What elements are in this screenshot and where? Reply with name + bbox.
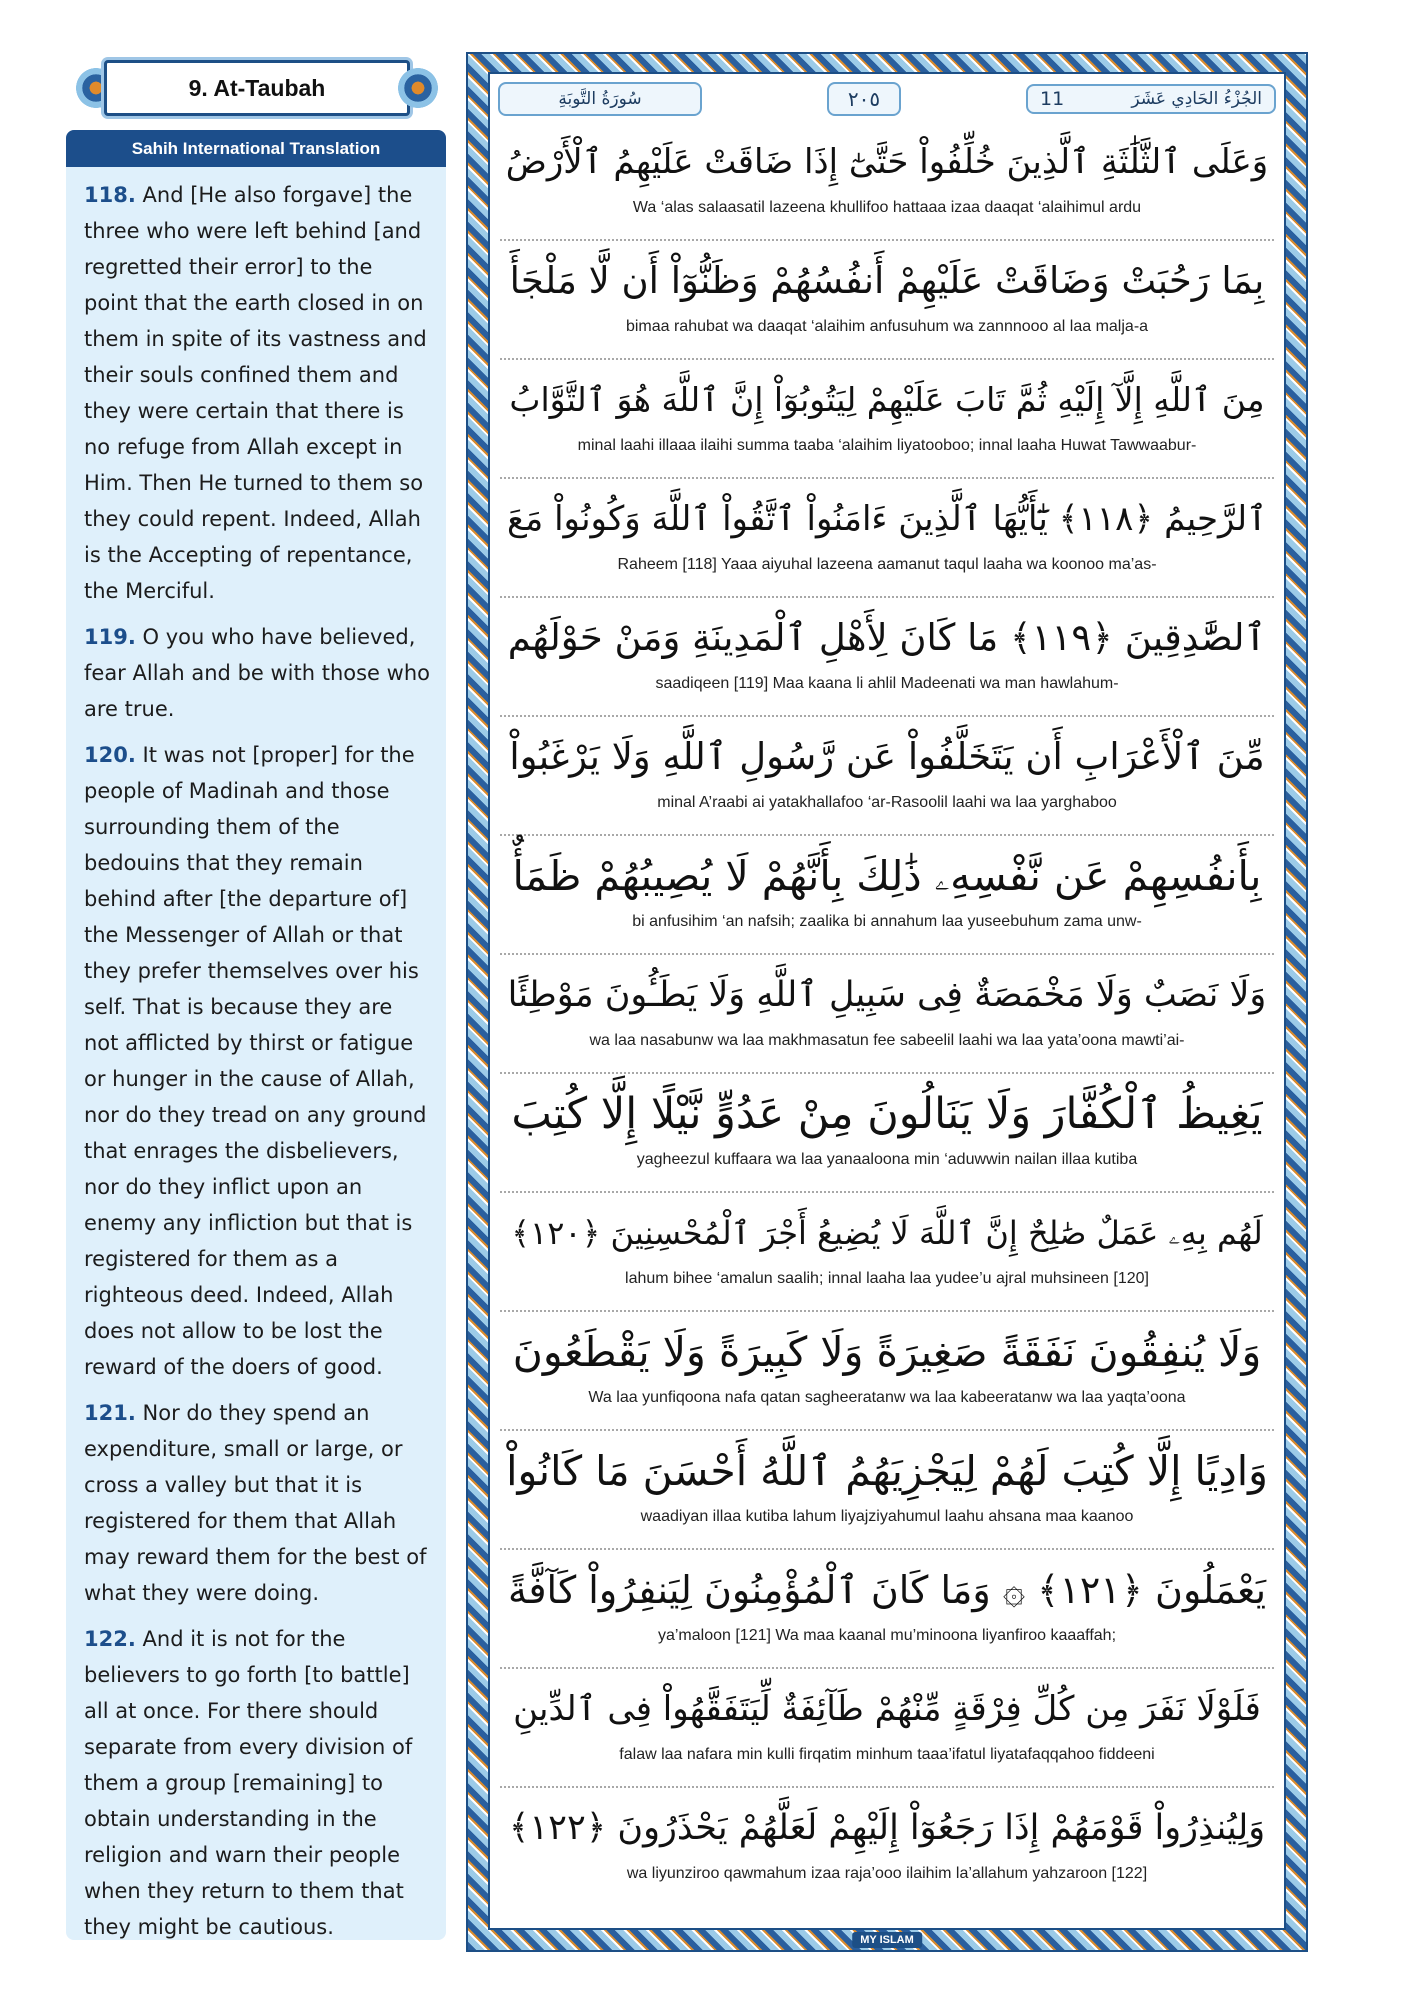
verse-line	[500, 1431, 1274, 1550]
transliteration: Wa laa yunfiqoona nafa qatan sagheeratanw wa laa kabeeratanw wa laa yaqta’oona	[588, 1389, 1186, 1406]
footer-logo: MY ISLAM	[852, 1932, 922, 1948]
ornament-icon	[398, 68, 438, 108]
transliteration: minal A’raabi ai yatakhallafoo ‘ar-Rasoolil laahi wa laa yarghaboo	[657, 794, 1117, 811]
verse-text: And [He also forgave] the three who were left behind [and regretted their error] to the point that the earth closed in on them in spite of its vastness and their souls confined them and they were certain that there is no refuge from Allah except in Him. Then He turned to them so they could repent. Indeed, Allah is the Accepting of repentance, the Merciful.	[84, 183, 427, 603]
arabic-text: ٱلصَّٰدِقِينَ ﴿١١٩﴾ مَا كَانَ لِأَهْلِ ٱلْمَدِينَةِ وَمَنْ حَوْلَهُم	[507, 616, 1267, 659]
transliteration: lahum bihee ‘amalun saalih; innal laaha laa yudee’u ajral muhsineen [120]	[625, 1270, 1149, 1287]
verse-text: O you who have believed, fear Allah and be with those who are true.	[84, 625, 430, 721]
arabic-text: يَغِيظُ ٱلْكُفَّارَ وَلَا يَنَالُونَ مِنْ عَدُوٍّ نَّيْلًا إِلَّا كُتِبَ	[511, 1089, 1263, 1139]
verse-text: And it is not for the believers to go forth [to battle] all at once. For there should separate from every division of them a group [remaining] to obtain understanding in the religion and warn their people when they return to them that they might be cautious.	[84, 1627, 413, 1939]
verse-number: 121.	[84, 1401, 136, 1425]
transliteration: saadiqeen [119] Maa kaana li ahlil Madeenati wa man hawlahum-	[655, 675, 1119, 692]
transliteration: Wa ‘alas salaasatil lazeena khullifoo hattaaa izaa daaqat ‘alaihimul ardu	[632, 199, 1142, 216]
transliteration: waadiyan illaa kutiba lahum liyajziyahumul laahu ahsana maa kaanoo	[640, 1508, 1134, 1525]
arabic-text: وَعَلَى ٱلثَّلَٰثَةِ ٱلَّذِينَ خُلِّفُواْ حَتَّىٰٓ إِذَا ضَاقَتْ عَلَيْهِمُ ٱلْأَرْضُ	[505, 142, 1269, 182]
verse-number: 118.	[84, 183, 136, 207]
transliteration: bimaa rahubat wa daaqat ‘alaihim anfusuhum wa zannnooo al laa malja-a	[625, 318, 1149, 335]
arabic-text: بِأَنفُسِهِمْ عَن نَّفْسِهِۦ ذَٰلِكَ بِأَنَّهُمْ لَا يُصِيبُهُمْ ظَمَأٌ	[512, 852, 1262, 900]
verse-line	[500, 1550, 1274, 1669]
verse-number: 120.	[84, 743, 136, 767]
verse-line	[500, 1312, 1274, 1431]
transliteration: Raheem [118] Yaaa aiyuhal lazeena aamanut taqul laaha wa koonoo ma’as-	[617, 556, 1157, 573]
verse-line	[500, 1193, 1274, 1312]
page-header	[498, 80, 1276, 118]
verse-line	[500, 836, 1274, 955]
verse-line	[500, 479, 1274, 598]
verse-line	[500, 241, 1274, 360]
verse-number: 122.	[84, 1627, 136, 1651]
mushaf-page-frame	[466, 52, 1308, 1952]
transliteration: falaw laa nafara min kulli firqatim minhum taaa’ifatul liyatafaqqahoo fiddeeni	[619, 1746, 1155, 1763]
translation-verse	[84, 1621, 432, 1940]
verse-line	[500, 122, 1274, 241]
verse-text: It was not [proper] for the people of Madinah and those surrounding them of the bedouins that they remain behind after [the departure of] the Messenger of Allah or that they prefer themselves over his self. That is because they are not afflicted by thirst or fatigue or hunger in the cause of Allah, nor do they tread on any ground that enrages the disbelievers, nor do they inflict upon an enemy any infliction but that is registered for them as a righteous deed. Indeed, Allah does not allow to be lost the reward of the doers of good.	[84, 743, 427, 1379]
transliteration: yagheezul kuffaara wa laa yanaaloona min ‘aduwwin nailan illaa kutiba	[636, 1151, 1138, 1168]
arabic-text: فَلَوْلَا نَفَرَ مِن كُلِّ فِرْقَةٍ مِّنْهُمْ طَآئِفَةٌ لِّيَتَفَقَّهُواْ فِى ٱلدِّينِ	[513, 1689, 1261, 1729]
juz-label: الجُزْءُ الحَادِي عَشَرَ	[1131, 89, 1262, 109]
arabic-text: مِنَ ٱللَّهِ إِلَّآ إِلَيْهِ ثُمَّ تَابَ عَلَيْهِمْ لِيَتُوبُوٓاْ إِنَّ ٱللَّهَ هُوَ ٱلتَّوَّابُ	[509, 380, 1265, 419]
header-page-number: ٢٠٥	[827, 82, 901, 116]
header-juz	[1026, 84, 1276, 114]
verse-line	[500, 360, 1274, 479]
surah-title: 9. At-Taubah	[188, 74, 326, 101]
arabic-text: وَلِيُنذِرُواْ قَوْمَهُمْ إِذَا رَجَعُوٓاْ إِلَيْهِمْ لَعَلَّهُمْ يَحْذَرُونَ ﴿١٢٢﴾	[508, 1808, 1266, 1848]
translation-verse	[84, 737, 432, 1385]
transliteration: wa liyunziroo qawmahum izaa raja’ooo ilaihim la’allahum yahzaroon [122]	[626, 1865, 1148, 1882]
arabic-text: بِمَا رَحُبَتْ وَضَاقَتْ عَلَيْهِمْ أَنفُسُهُمْ وَظَنُّوٓاْ أَن لَّا مَلْجَأَ	[509, 259, 1265, 302]
translation-column	[66, 56, 446, 1940]
verse-line	[500, 717, 1274, 836]
verse-line	[500, 598, 1274, 717]
translation-body	[66, 167, 446, 1940]
arabic-text: وَادِيًا إِلَّا كُتِبَ لَهُمْ لِيَجْزِيَهُمُ ٱللَّهُ أَحْسَنَ مَا كَانُواْ	[506, 1447, 1268, 1495]
arabic-text: يَعْمَلُونَ ﴿١٢١﴾ ۞ وَمَا كَانَ ٱلْمُؤْمِنُونَ لِيَنفِرُواْ كَآفَّةً	[507, 1568, 1267, 1612]
verse-text: Nor do they spend an expenditure, small or large, or cross a valley but that it is registered for them that Allah may reward them for the best of what they were doing.	[84, 1401, 427, 1605]
transliteration: ya’maloon [121] Wa maa kaanal mu’minoona liyanfiroo kaaaffah;	[657, 1627, 1117, 1644]
translation-verse	[84, 619, 432, 727]
translation-verse	[84, 177, 432, 609]
transliteration: minal laahi illaaa ilaihi summa taaba ‘alaihim liyatooboo; innal laaha Huwat Tawwaabur-	[577, 437, 1197, 454]
verse-line	[500, 1669, 1274, 1788]
verse-number: 119.	[84, 625, 136, 649]
arabic-text: وَلَا نَصَبٌ وَلَا مَخْمَصَةٌ فِى سَبِيلِ ٱللَّهِ وَلَا يَطَـُٔونَ مَوْطِئًا	[507, 975, 1267, 1015]
arabic-text: لَهُم بِهِۦ عَمَلٌ صَٰلِحٌ إِنَّ ٱللَّهَ لَا يُضِيعُ أَجْرَ ٱلْمُحْسِنِينَ ﴿١٢٠﴾	[511, 1214, 1263, 1252]
mushaf-page	[488, 72, 1286, 1930]
translation-header: Sahih International Translation	[66, 130, 446, 167]
translation-panel	[66, 130, 446, 1940]
arabic-text: مِّنَ ٱلْأَعْرَابِ أَن يَتَخَلَّفُواْ عَن رَّسُولِ ٱللَّهِ وَلَا يَرْغَبُواْ	[509, 735, 1265, 778]
transliteration: bi anfusihim ‘an nafsih; zaalika bi annahum laa yuseebuhum zama unw-	[632, 913, 1142, 930]
translation-verse	[84, 1395, 432, 1611]
verse-line	[500, 955, 1274, 1074]
arabic-text: ٱلرَّحِيمُ ﴿١١٨﴾ يَٰٓأَيُّهَا ٱلَّذِينَ ءَامَنُواْ ٱتَّقُواْ ٱللَّهَ وَكُونُواْ مَعَ	[506, 499, 1268, 539]
header-surah-name: سُورَةُ التَّوبَةِ	[498, 82, 702, 116]
verse-line	[500, 1788, 1274, 1907]
arabic-text: وَلَا يُنفِقُونَ نَفَقَةً صَغِيرَةً وَلَا كَبِيرَةً وَلَا يَقْطَعُونَ	[512, 1328, 1262, 1376]
juz-number: 11	[1040, 88, 1065, 110]
verse-line	[500, 1074, 1274, 1193]
transliteration: wa laa nasabunw wa laa makhmasatun fee sabeelil laahi wa laa yata’oona mawti’ai-	[589, 1032, 1185, 1049]
surah-banner	[76, 56, 438, 120]
verse-lines	[500, 122, 1274, 1907]
